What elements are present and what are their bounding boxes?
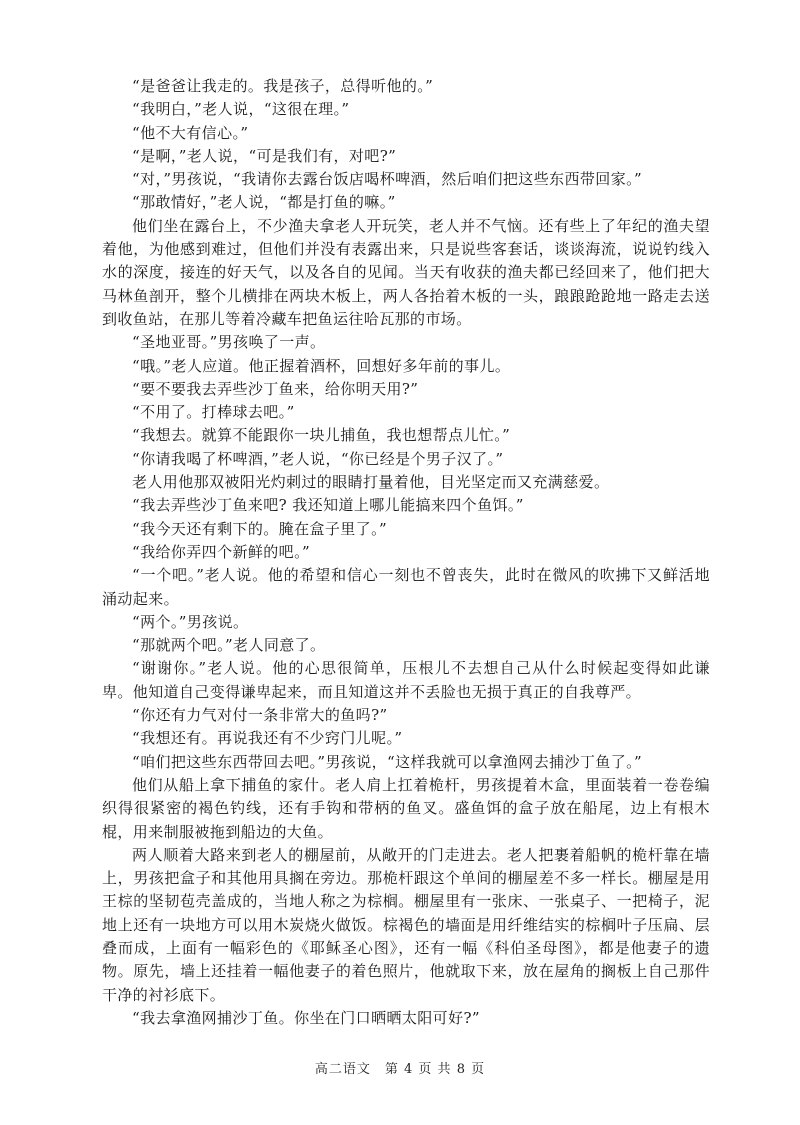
paragraph: “我去弄些沙丁鱼来吧? 我还知道上哪儿能搞来四个鱼饵。” xyxy=(132,496,524,515)
paragraph: “他不大有信心。” xyxy=(132,123,249,142)
paragraph: “你还有力气对付一条非常大的鱼吗?” xyxy=(132,706,388,725)
paragraph: “你请我喝了杯啤酒，”老人说，“你已经是个男子汉了。” xyxy=(132,449,504,468)
paragraph: “那就两个吧。”老人同意了。 xyxy=(132,636,326,655)
document-body xyxy=(102,75,710,1030)
paragraph: “是啊，”老人说，“可是我们有，对吧?” xyxy=(132,146,397,165)
paragraph: “那敢情好，”老人说，“都是打鱼的嘛。” xyxy=(132,193,396,212)
paragraph: “谢谢你。”老人说。他的心思很简单，压根儿不去想自己从什么时候起变得如此谦卑。他知道自己变得谦卑起来，而且知道这并不丢脸也无损于真正的自我尊严。 xyxy=(102,659,710,701)
paragraph: 两人顺着大路来到老人的棚屋前，从敞开的门走进去。老人把裹着船帆的桅杆靠在墙上，男孩把盒子和其他用具搁在旁边。那桅杆跟这个单间的棚屋差不多一样长。棚屋是用王棕的坚韧苞壳盖成的，当地人称之为棕榈。棚屋里有一张床、一张桌子、一把椅子，泥地上还有一块地方可以用木炭烧火做饭。棕褐色的墙面是用纤维结实的棕榈叶子压扁、层叠而成，上面有一幅彩色的《耶稣圣心图》，还有一幅《科伯圣母图》，都是他妻子的遗物。原先，墙上还挂着一幅他妻子的着色照片，他就取下来，放在屋角的搁板上自己那件干净的衬衫底下。 xyxy=(102,845,710,1004)
paragraph: “是爸爸让我走的。我是孩子，总得听他的。” xyxy=(132,77,434,95)
paragraph: “我给你弄四个新鲜的吧。” xyxy=(132,542,311,561)
paragraph: 他们从船上拿下捕鱼的家什。老人肩上扛着桅杆，男孩提着木盒，里面装着一卷卷编织得很紧密的褐色钓线，还有手钩和带柄的鱼叉。盛鱼饵的盒子放在船尾，边上有根木棍，用来制服被拖到船边的大鱼。 xyxy=(102,775,710,841)
paragraph: “我想还有。再说我还有不少窍门儿呢。” xyxy=(132,729,403,748)
paragraph: “要不要我去弄些沙丁鱼来，给你明天用?” xyxy=(132,379,419,398)
paragraph: “哦。”老人应道。他正握着酒杯，回想好多年前的事儿。 xyxy=(132,356,511,375)
paragraph: “我想去。就算不能跟你一块儿捕鱼，我也想帮点儿忙。” xyxy=(132,426,511,445)
paragraph: “圣地亚哥。”男孩唤了一声。 xyxy=(132,333,326,352)
paragraph: “不用了。打棒球去吧。” xyxy=(132,403,295,422)
paragraph: 老人用他那双被阳光灼刺过的眼睛打量着他，目光坚定而又充满慈爱。 xyxy=(132,473,610,492)
paragraph: “对，”男孩说，“我请你去露台饭店喝杯啤酒，然后咱们把这些东西带回家。” xyxy=(132,170,643,189)
paragraph: “咱们把这些东西带回去吧。”男孩说，“这样我就可以拿渔网去捕沙丁鱼了。” xyxy=(132,752,643,771)
paragraph: “我去拿渔网捕沙丁鱼。你坐在门口晒晒太阳可好?” xyxy=(132,1008,480,1027)
paragraph: “我今天还有剩下的。腌在盒子里了。” xyxy=(132,519,388,538)
paragraph: “我明白，”老人说，“这很在理。” xyxy=(132,100,350,119)
paragraph: “两个。”男孩说。 xyxy=(132,612,249,631)
paragraph: “一个吧。”老人说。他的希望和信心一刻也不曾丧失，此时在微风的吹拂下又鲜活地涌动起来。 xyxy=(102,566,710,608)
page-footer: 高二语文 第 4 页 共 8 页 xyxy=(314,1062,486,1077)
paragraph: 他们坐在露台上，不少渔夫拿老人开玩笑，老人并不气恼。还有些上了年纪的渔夫望着他，为他感到难过，但他们并没有表露出来，只是说些客套话，谈谈海流，说说钓线入水的深度，接连的好天气，以及各自的见闻。当天有收获的渔夫都已经回来了，他们把大马林鱼剖开，整个儿横排在两块木板上，两人各抬着木板的一头，踉踉跄跄地一路走去送到收鱼站，在那儿等着冷藏车把鱼运往哈瓦那的市场。 xyxy=(102,216,710,328)
